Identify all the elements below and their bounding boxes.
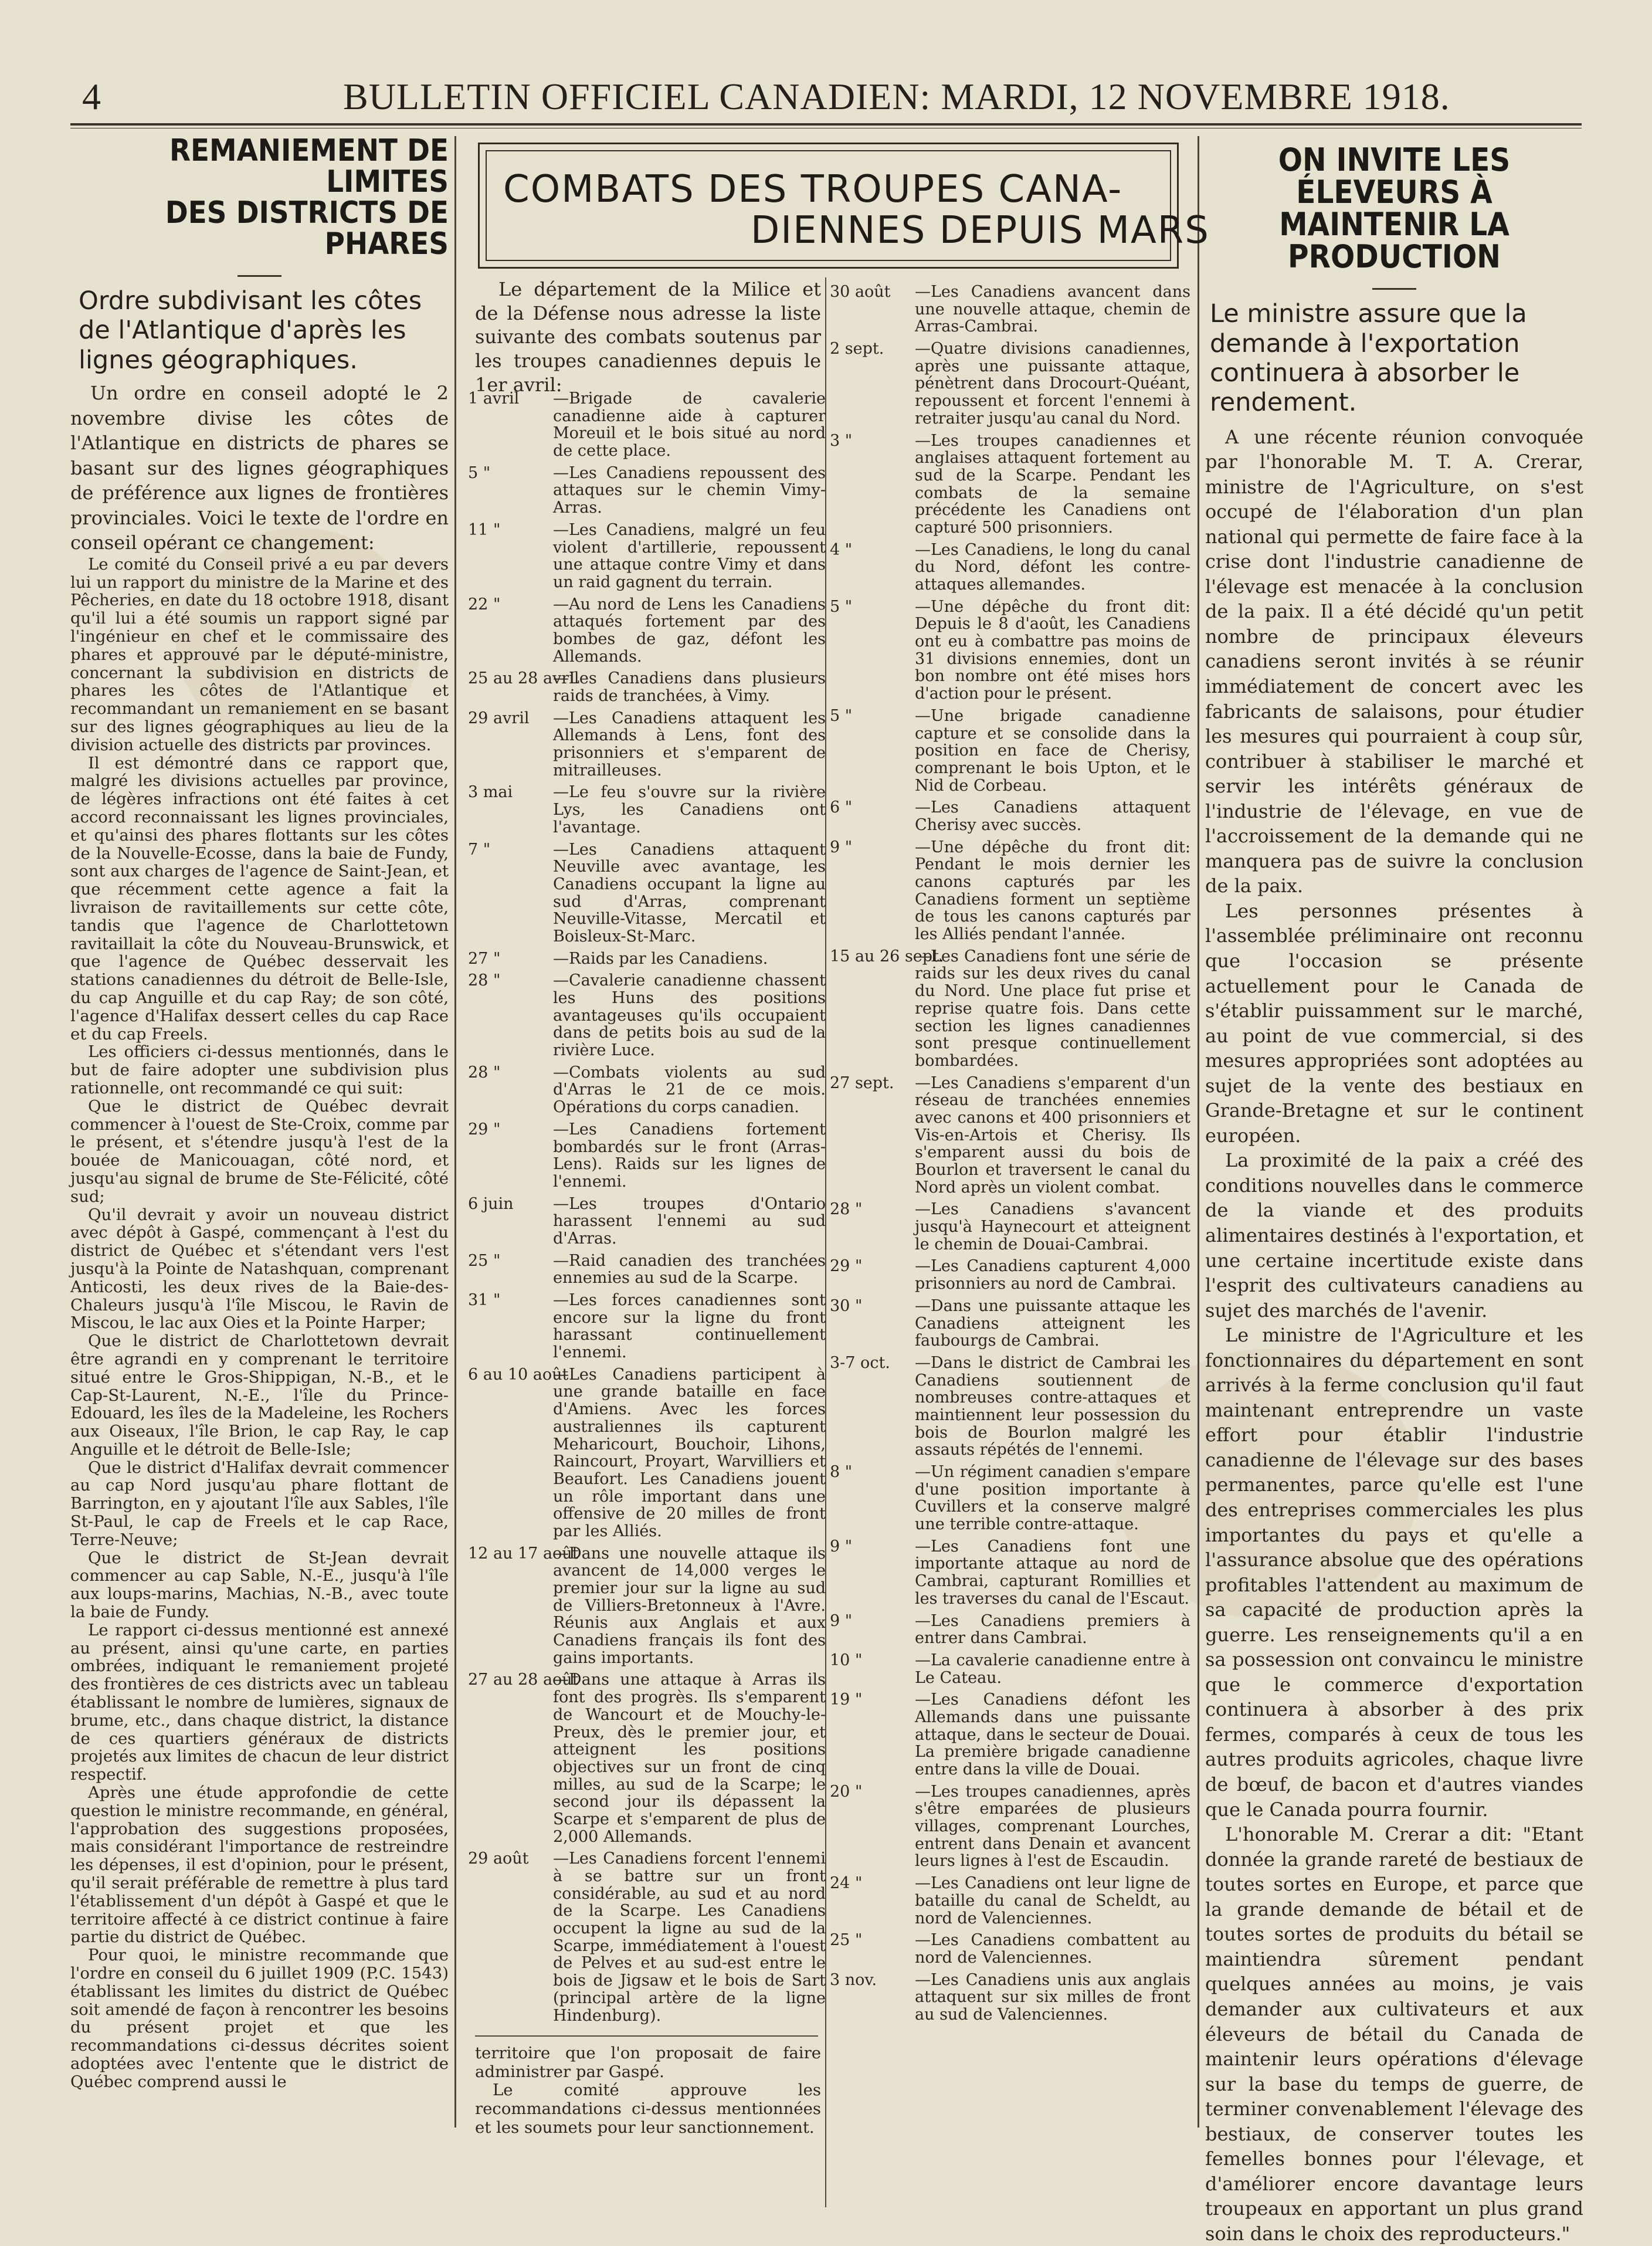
left-paragraph: Le comité du Conseil privé a eu par devers lui un rapport du ministre de la Marine et des Pêcheries, en date du 18 octobre 1918, disant qu'il lui a été soumis un rapport signé par l'ingénieur en chef et le commissaire des phares et approuvé par le député-ministre, concernant la subdivision en districts de phares les côtes de l'Atlantique et recommandant un remaniement en se basant sur des lignes géographiques au lieu de la division actuelle des districts par provinces.	[70, 555, 449, 754]
combat-text: —Les Canadiens attaquent les Allemands à Lens, font des prisonniers et s'emparent de mitrailleuses.	[553, 709, 826, 780]
left-headline-line1: REMANIEMENT DE LIMITES	[70, 135, 449, 198]
combat-entry	[830, 1298, 1190, 1350]
combat-entry	[830, 948, 1190, 1070]
left-headline-line2: DES DISTRICTS DE PHARES	[70, 198, 449, 260]
combat-entry	[468, 1850, 826, 2024]
combat-date: 25 au 28 avril	[468, 670, 550, 687]
combat-text: —Les Canadiens font une importante attaque au nord de Cambrai, capturant Romillies et les traverses du canal de l'Escaut.	[915, 1537, 1190, 1608]
middle-article	[463, 132, 1193, 2126]
combat-entry	[830, 1464, 1190, 1533]
combat-entry	[830, 1354, 1190, 1459]
combat-text: —Les Canadiens repoussent des attaques sur le chemin Vimy-Arras.	[553, 464, 826, 517]
left-body	[70, 555, 449, 2091]
middle-headline-box	[478, 143, 1179, 269]
combat-text: —Au nord de Lens les Canadiens attaqués fortement par des bombes de gaz, défont les Allemands.	[553, 595, 826, 666]
combat-text: —Les Canadiens défont les Allemands dans une puissante attaque, dans le secteur de Douai. La première brigade canadienne entre dans la ville de Douai.	[915, 1691, 1190, 1778]
combat-date: 3 "	[830, 432, 912, 450]
combat-text: —Raids par les Canadiens.	[553, 950, 768, 968]
right-article	[1205, 132, 1583, 2126]
combat-entry	[468, 670, 826, 704]
combat-text: —Les Canadiens participent à une grande bataille en face d'Amiens. Avec les forces australiennes ils capturent Meharicourt, Bouchoir, Lihons, Raincourt, Proyart, Warvilliers et Beaufort. Les Canadiens jouent un rôle important dans une offensive de 20 milles de front par les Alliés.	[553, 1366, 826, 1540]
combat-date: 20 "	[830, 1783, 912, 1801]
combat-text: —Les Canadiens s'emparent d'un réseau de tranchées ennemies avec canons et 400 prisonniers et Vis-en-Artois et Cherisy. Ils s'emparent aussi du bois de Bourlon et traversent le canal du Nord après un violent combat.	[915, 1074, 1190, 1197]
combat-entry	[468, 841, 826, 946]
combat-entry	[830, 839, 1190, 943]
combat-date: 25 "	[468, 1252, 550, 1270]
separator-dash	[238, 275, 281, 277]
right-deck: Le ministre assure que la demande à l'exportation continuera à absorber le rendement.	[1205, 299, 1583, 417]
combat-text: —Le feu s'ouvre sur la rivière Lys, les Canadiens ont l'avantage.	[553, 783, 826, 836]
combat-text: —Les forces canadiennes sont encore sur la ligne du front harassant continuellement l'ennemi.	[553, 1291, 826, 1361]
combat-text: —Les Canadiens, malgré un feu violent d'artillerie, repoussent une attaque contre Vimy et dans un raid gagnent du terrain.	[553, 521, 826, 591]
combat-entry	[830, 1258, 1190, 1292]
combat-date: 27 au 28 août	[468, 1671, 550, 1689]
combat-date: 9 "	[830, 1538, 912, 1556]
left-intro	[70, 381, 449, 555]
combat-text: —Les Canadiens font une série de raids sur les deux rives du canal du Nord. Une place fut prise et reprise quatre fois. Dans cette section les lignes canadiennes sont presque continuellement bombardées.	[915, 947, 1190, 1070]
combat-text: —Les Canadiens attaquent Neuville avec avantage, les Canadiens occupant la ligne au sud d'Arras, comprenant Neuville-Vitasse, Mercatil et Boisleux-St-Marc.	[553, 841, 826, 946]
combat-date: 10 "	[830, 1652, 912, 1669]
combat-date: 29 avril	[468, 710, 550, 727]
combat-text: —Les Canadiens s'avancent jusqu'à Haynecourt et atteignent le chemin de Douai-Cambrai.	[915, 1200, 1190, 1253]
closing-paragraph: territoire que l'on proposait de faire administrer par Gaspé.	[475, 2044, 821, 2081]
combat-entry	[830, 1201, 1190, 1253]
combat-entry	[830, 1075, 1190, 1197]
combat-entry	[468, 710, 826, 780]
combat-date: 19 "	[830, 1691, 912, 1709]
combat-entry	[830, 1652, 1190, 1686]
combat-text: —Dans une nouvelle attaque ils avancent de 14,000 verges le premier jour sur la ligne au sud de Villiers-Bretonneux à l'Avre. Réunis aux Anglais et aux Canadiens français ils font des gains importants.	[553, 1544, 826, 1667]
middle-intro-paragraph: Le département de la Milice et de la Défense nous adresse la liste suivante des combats soutenus par les troupes canadiennes depuis le 1er avril:	[475, 277, 821, 397]
left-paragraph: Le rapport ci-dessus mentionné est annexé au présent, ainsi qu'une carte, en parties ombrées, indiquant le remaniement projeté des frontières de ces districts avec un tableau établissant le nombre de lumières, signaux de brume, etc., dans chaque district, la distance de ces quartiers généraux de districts projetés aux limites de chacun de leur district respectif.	[70, 1621, 449, 1784]
column-divider	[1198, 136, 1199, 2128]
column-divider	[454, 136, 456, 2128]
combat-entry	[830, 1612, 1190, 1647]
combat-text: —Les Canadiens combattent au nord de Valenciennes.	[915, 1931, 1190, 1967]
combat-text: —Cavalerie canadienne chassent les Huns des positions avantageuses qu'ils occupaient dans de petits bois au sud de la rivière Luce.	[553, 971, 826, 1059]
right-paragraph: Les personnes présentes à l'assemblée préliminaire ont reconnu que l'occasion se présente actuellement pour le Canada de s'établir puissamment sur le marché, au point de vue commercial, si des mesures appropriées sont adoptées au sujet de la vente des bestiaux en Grande-Bretagne et sur le continent européen.	[1205, 899, 1583, 1148]
combat-entry	[830, 799, 1190, 834]
combat-date: 3 mai	[468, 784, 550, 801]
middle-headline-inner-box	[486, 150, 1171, 261]
masthead-rule	[70, 123, 1582, 126]
left-paragraph: Que le district de St-Jean devrait commencer au cap Sable, N.-E., jusqu'à l'île aux loups-marins, Machias, N.-B., avec toute la baie de Fundy.	[70, 1549, 449, 1621]
combat-date: 2 sept.	[830, 340, 912, 358]
left-article	[70, 132, 449, 2126]
left-paragraph: Que le district de Charlottetown devrait être agrandi en y comprenant le territoire situé entre le Gros-Shippigan, N.-B., et le Cap-St-Laurent, N.-E., l'île du Prince-Edouard, les îles de la Madeleine, les Rochers aux Oiseaux, l'île Brion, le cap Ray, le cap Anguille et le détroit de Belle-Isle;	[70, 1332, 449, 1459]
combat-date: 5 "	[468, 465, 550, 482]
combat-text: —Les Canadiens avancent dans une nouvelle attaque, chemin de Arras-Cambrai.	[915, 283, 1190, 336]
combat-entry	[830, 1875, 1190, 1927]
combat-text: —Une dépêche du front dit: Pendant le mois dernier les canons capturés par les Canadiens forment un septième de tous les canons capturés par les Alliés pendant l'année.	[915, 838, 1190, 943]
combat-text: —Les Canadiens capturent 4,000 prisonniers au nord de Cambrai.	[915, 1257, 1190, 1293]
combat-entry	[830, 1538, 1190, 1608]
middle-closing-rule	[475, 2035, 818, 2037]
combat-text: —Les troupes canadiennes, après s'être emparées de plusieurs villages, comprenant Lourches, entrent dans Denain et avancent leurs lignes à l'est de Escaudin.	[915, 1783, 1190, 1871]
combat-text: —Les troupes canadiennes et anglaises attaquent fortement au sud de la Scarpe. Pendant les combats de la semaine précédente les Canadiens ont capturé 500 prisonniers.	[915, 432, 1190, 537]
combat-text: —Une dépêche du front dit: Depuis le 8 d'août, les Canadiens ont eu à combattre pas moins de 31 divisions ennemies, dont un bon nombre ont été mises hors d'action pour le présent.	[915, 598, 1190, 703]
combat-entry	[830, 707, 1190, 794]
combat-text: —Les Canadiens unis aux anglais attaquent sur six milles de front au sud de Valenciennes.	[915, 1971, 1190, 2024]
combat-text: —Quatre divisions canadiennes, après une puissante attaque, pénètrent dans Drocourt-Quéant, repoussent et forcent l'ennemi à retraiter jusqu'au canal du Nord.	[915, 340, 1190, 428]
combat-entry	[468, 1545, 826, 1667]
combat-text: —Les Canadiens forcent l'ennemi à se battre sur un front considérable, au sud et au nord de la Scarpe. Les Canadiens occupent la ligne au sud de la Scarpe, immédiatement à l'ouest de Pelves et au sud-est entre le bois de Jigsaw et le bois de Sart (principal artère de la ligne Hindenburg).	[553, 1849, 826, 2024]
combat-list-second	[830, 283, 1190, 2028]
right-headline-line1: ON INVITE LES ÉLEVEURS À	[1205, 144, 1583, 208]
page-number: 4	[82, 75, 101, 118]
middle-closing	[475, 2044, 821, 2137]
combat-date: 9 "	[830, 839, 912, 856]
combat-entry	[468, 1121, 826, 1191]
combat-date: 31 "	[468, 1292, 550, 1309]
left-paragraph: Que le district d'Halifax devrait commencer au cap Nord jusqu'au phare flottant de Barrington, en y ajoutant l'île aux Sables, l'île St-Paul, le cap de Freels et le cap Race, Terre-Neuve;	[70, 1459, 449, 1549]
closing-paragraph: Le comité approuve les recommandations ci-dessus mentionnées et les soumets pour leur sanctionnement.	[475, 2081, 821, 2137]
combat-date: 29 "	[468, 1121, 550, 1139]
combat-entry	[468, 1292, 826, 1361]
combat-entry	[830, 1783, 1190, 1870]
combat-text: —Brigade de cavalerie canadienne aide à capturer Moreuil et le bois situé au nord de cette place.	[553, 389, 826, 460]
right-body	[1205, 425, 1583, 2246]
combat-date: 24 "	[830, 1875, 912, 1892]
combat-text: —Dans le district de Cambrai les Canadiens soutiennent de nombreuses contre-attaques et maintiennent leur possession du bois de Bourlon malgré les assauts répétés de l'ennemi.	[915, 1354, 1190, 1459]
middle-headline-line2: DIENNES DEPUIS MARS	[751, 210, 1210, 251]
right-paragraph: Le ministre de l'Agriculture et les fonctionnaires du département en sont arrivés à la ferme conclusion qu'il faut maintenant entreprendre un vaste effort pour établir l'industrie canadienne de l'élevage sur des bases permanentes, parce qu'elle est l'une des entreprises commerciales les plus importantes du pays et qu'elle a l'assurance absolue que des opérations profitables l'attendent au maximum de sa capacité de production après la guerre. Les renseignements qu'il a en sa possession ont convaincu le ministre que le commerce d'exportation continuera à absorber à des prix fermes, comparés à ceux de tous les autres produits agricoles, chaque livre de bœuf, de bacon et d'autres viandes que le Canada pourra fournir.	[1205, 1323, 1583, 1822]
left-deck: Ordre subdivisant les côtes de l'Atlantique d'après les lignes géographiques.	[70, 286, 449, 375]
combat-date: 12 au 17 août	[468, 1545, 550, 1563]
right-paragraph: L'honorable M. Crerar a dit: "Etant donnée la grande rareté de bestiaux de toutes sortes en Europe, et parce que la grande demande de bétail et de toutes sortes de produits du bétail se maintiendra sûrement pendant quelques années au moins, je vais demander aux cultivateurs et aux éleveurs de bétail du Canada de maintenir leurs opérations d'élevage sur la base du temps de guerre, de terminer convenablement l'élevage des bestiaux, de conserver toutes les femelles bonnes pour l'élevage, et d'améliorer encore davantage leurs troupeaux en apportant un plus grand soin dans le choix des reproducteurs."	[1205, 1822, 1583, 2246]
combat-entry	[468, 1252, 826, 1287]
middle-intro	[475, 277, 821, 397]
combat-entry	[468, 972, 826, 1059]
combat-date: 7 "	[468, 841, 550, 859]
combat-text: —Dans une attaque à Arras ils font des progrès. Ils s'emparent de Wancourt et de Mouchy-le-Preux, dès le premier jour, et atteignent les positions objectives sur un front de cinq milles, au sud de la Scarpe; le second jour ils dépassent la Scarpe et s'emparent de plus de 2,000 Allemands.	[553, 1671, 826, 1845]
combat-text: —Les Canadiens dans plusieurs raids de tranchées, à Vimy.	[553, 669, 826, 705]
combat-date: 6 au 10 août	[468, 1366, 550, 1384]
left-intro-paragraph: Un ordre en conseil adopté le 2 novembre divise les côtes de l'Atlantique en districts de phares se basant sur des lignes géographiques de préférence aux lignes de frontières provinciales. Voici le texte de l'ordre en conseil opérant ce changement:	[70, 381, 449, 555]
combat-entry	[468, 950, 826, 968]
left-paragraph: Les officiers ci-dessus mentionnés, dans le but de faire adopter une subdivision plus rationnelle, ont recommandé ce qui suit:	[70, 1043, 449, 1097]
combat-date: 22 "	[468, 596, 550, 614]
middle-headline-line1: COMBATS DES TROUPES CANA-	[503, 169, 1122, 210]
combat-date: 30 "	[830, 1298, 912, 1315]
combat-date: 4 "	[830, 541, 912, 559]
combat-text: —Les Canadiens ont leur ligne de bataille du canal de Scheldt, au nord de Valenciennes.	[915, 1874, 1190, 1927]
combat-list-first	[468, 390, 826, 2029]
combat-date: 27 "	[468, 950, 550, 968]
left-paragraph: Qu'il devrait y avoir un nouveau district avec dépôt à Gaspé, commençant à l'est du district de Québec et s'étendant vers l'est jusqu'à la Pointe de Natashquan, comprenant Anticosti, les deux rives de la Baie-des-Chaleurs jusqu'à l'île Miscou, le Ravin de Miscou, le lac aux Oies et la Pointe Harper;	[70, 1206, 449, 1333]
combat-text: —Les troupes d'Ontario harassent l'ennemi au sud d'Arras.	[553, 1195, 826, 1248]
combat-entry	[830, 1971, 1190, 2024]
combat-text: —Dans une puissante attaque les Canadiens atteignent les faubourgs de Cambrai.	[915, 1297, 1190, 1350]
combat-entry	[468, 1064, 826, 1116]
combat-date: 28 "	[468, 972, 550, 990]
combat-date: 6 juin	[468, 1195, 550, 1213]
right-paragraph: La proximité de la paix a créé des conditions nouvelles dans le commerce de la viande et des produits alimentaires destinés à l'exportation, et une certaine incertitude existe dans l'esprit des cultivateurs canadiens au sujet des marchés de l'avenir.	[1205, 1148, 1583, 1323]
combat-date: 15 au 26 sept.	[830, 948, 912, 966]
left-paragraph: Pour quoi, le ministre recommande que l'ordre en conseil du 6 juillet 1909 (P.C. 1543) établissant les limites du district de Québec soit amendé de façon à rencontrer les besoins du présent projet et que les recommandations ci-dessus décrites soient adoptées avec l'entente que le district de Québec comprend aussi le	[70, 1946, 449, 2091]
combat-text: —Combats violents au sud d'Arras le 21 de ce mois. Opérations du corps canadien.	[553, 1063, 826, 1116]
combat-entry	[468, 1671, 826, 1845]
combat-date: 28 "	[468, 1064, 550, 1082]
combat-date: 27 sept.	[830, 1075, 912, 1092]
combat-date: 3 nov.	[830, 1971, 912, 1989]
combat-text: —Les Canadiens attaquent Cherisy avec succès.	[915, 798, 1190, 834]
combat-entry	[468, 1195, 826, 1248]
combat-date: 6 "	[830, 799, 912, 817]
combat-date: 9 "	[830, 1612, 912, 1630]
combat-date: 5 "	[830, 598, 912, 616]
combat-text: —Une brigade canadienne capture et se consolide dans la position en face de Cherisy, comprenant le bois Upton, et le Nid de Corbeau.	[915, 707, 1190, 795]
combat-entry	[830, 432, 1190, 537]
combat-entry	[468, 1366, 826, 1540]
combat-text: —Les Canadiens, le long du canal du Nord, défont les contre-attaques allemandes.	[915, 541, 1190, 594]
combat-entry	[468, 521, 826, 591]
combat-entry	[830, 1691, 1190, 1778]
combat-entry	[830, 541, 1190, 594]
combat-entry	[830, 598, 1190, 703]
separator-dash	[1372, 288, 1416, 290]
right-headline	[1205, 132, 1583, 273]
left-paragraph: Que le district de Québec devrait commencer à l'ouest de Ste-Croix, comme par le présent, et s'étendre jusqu'à l'est de la bouée de Manicouagan, côté nord, et jusqu'au signal de brume de Ste-Félicité, côté sud;	[70, 1097, 449, 1206]
left-headline	[70, 132, 449, 260]
combat-entry	[468, 784, 826, 836]
combat-date: 8 "	[830, 1464, 912, 1481]
combat-text: —Raid canadien des tranchées ennemies au sud de la Scarpe.	[553, 1252, 826, 1288]
masthead-title: BULLETIN OFFICIEL CANADIEN: MARDI, 12 NOVEMBRE 1918.	[343, 75, 1450, 118]
right-headline-line2: MAINTENIR LA PRODUCTION	[1205, 208, 1583, 273]
right-paragraph: A une récente réunion convoquée par l'honorable M. T. A. Crerar, ministre de l'Agriculture, on s'est occupé de l'élaboration d'un plan national qui permette de faire face à la crise dont l'industrie canadienne de l'élevage est menacée à la conclusion de la paix. Il a été décidé qu'un petit nombre de principaux éleveurs canadiens seront invités à se réunir immédiatement de concert avec les fabricants de salaisons, pour étudier les mesures qui pourraient à coup sûr, contribuer à stabiliser le marché et servir les intérêts généraux de l'industrie de l'élevage, en vue de l'accroissement de la demande qui ne manquera pas de suivre la conclusion de la paix.	[1205, 425, 1583, 899]
combat-text: —La cavalerie canadienne entre à Le Cateau.	[915, 1651, 1190, 1687]
left-paragraph: Après une étude approfondie de cette question le ministre recommande, en général, l'approbation des suggestions proposées, mais considérant l'importance de restreindre les dépenses, il est d'opinion, pour le présent, qu'il serait préférable de remettre à plus tard l'établissement d'un dépôt à Gaspé et que le territoire affecté à ce district continue à faire partie du district de Québec.	[70, 1784, 449, 1946]
combat-entry	[468, 465, 826, 517]
combat-date: 30 août	[830, 283, 912, 301]
masthead	[70, 69, 1582, 128]
left-paragraph: Il est démontré dans ce rapport que, malgré les divisions actuelles par province, de légères infractions ont été faites à cet accord reconnaissant les lignes provinciales, et qu'ainsi des phares flottants sur les côtes de la Nouvelle-Ecosse, dans la baie de Fundy, sont aux charges de l'agence de Saint-Jean, et que récemment cette agence a fait la livraison de ravitaillements sur cette côte, tandis que l'agence de Charlottetown ravitaillait la côte du Nouveau-Brunswick, et que l'agence de Québec desservait les stations canadiennes du détroit de Belle-Isle, du cap Anguille et du cap Ray; de son côté, l'agence d'Halifax dessert celles du cap Race et du cap Freels.	[70, 754, 449, 1044]
combat-entry	[468, 390, 826, 460]
combat-date: 1 avril	[468, 390, 550, 408]
combat-text: —Les Canadiens premiers à entrer dans Cambrai.	[915, 1612, 1190, 1648]
combat-text: —Les Canadiens fortement bombardés sur le front (Arras-Lens). Raids sur les lignes de l'ennemi.	[553, 1120, 826, 1191]
combat-text: —Un régiment canadien s'empare d'une position importante à Cuvillers et la conserve malgré une terrible contre-attaque.	[915, 1463, 1190, 1533]
combat-entry	[830, 340, 1190, 427]
combat-date: 29 "	[830, 1258, 912, 1275]
combat-entry	[830, 1932, 1190, 1966]
combat-date: 29 août	[468, 1850, 550, 1868]
combat-date: 5 "	[830, 707, 912, 725]
combat-date: 28 "	[830, 1201, 912, 1218]
combat-date: 3-7 oct.	[830, 1354, 912, 1372]
combat-date: 11 "	[468, 521, 550, 539]
combat-entry	[830, 283, 1190, 336]
combat-date: 25 "	[830, 1932, 912, 1949]
combat-entry	[468, 596, 826, 666]
